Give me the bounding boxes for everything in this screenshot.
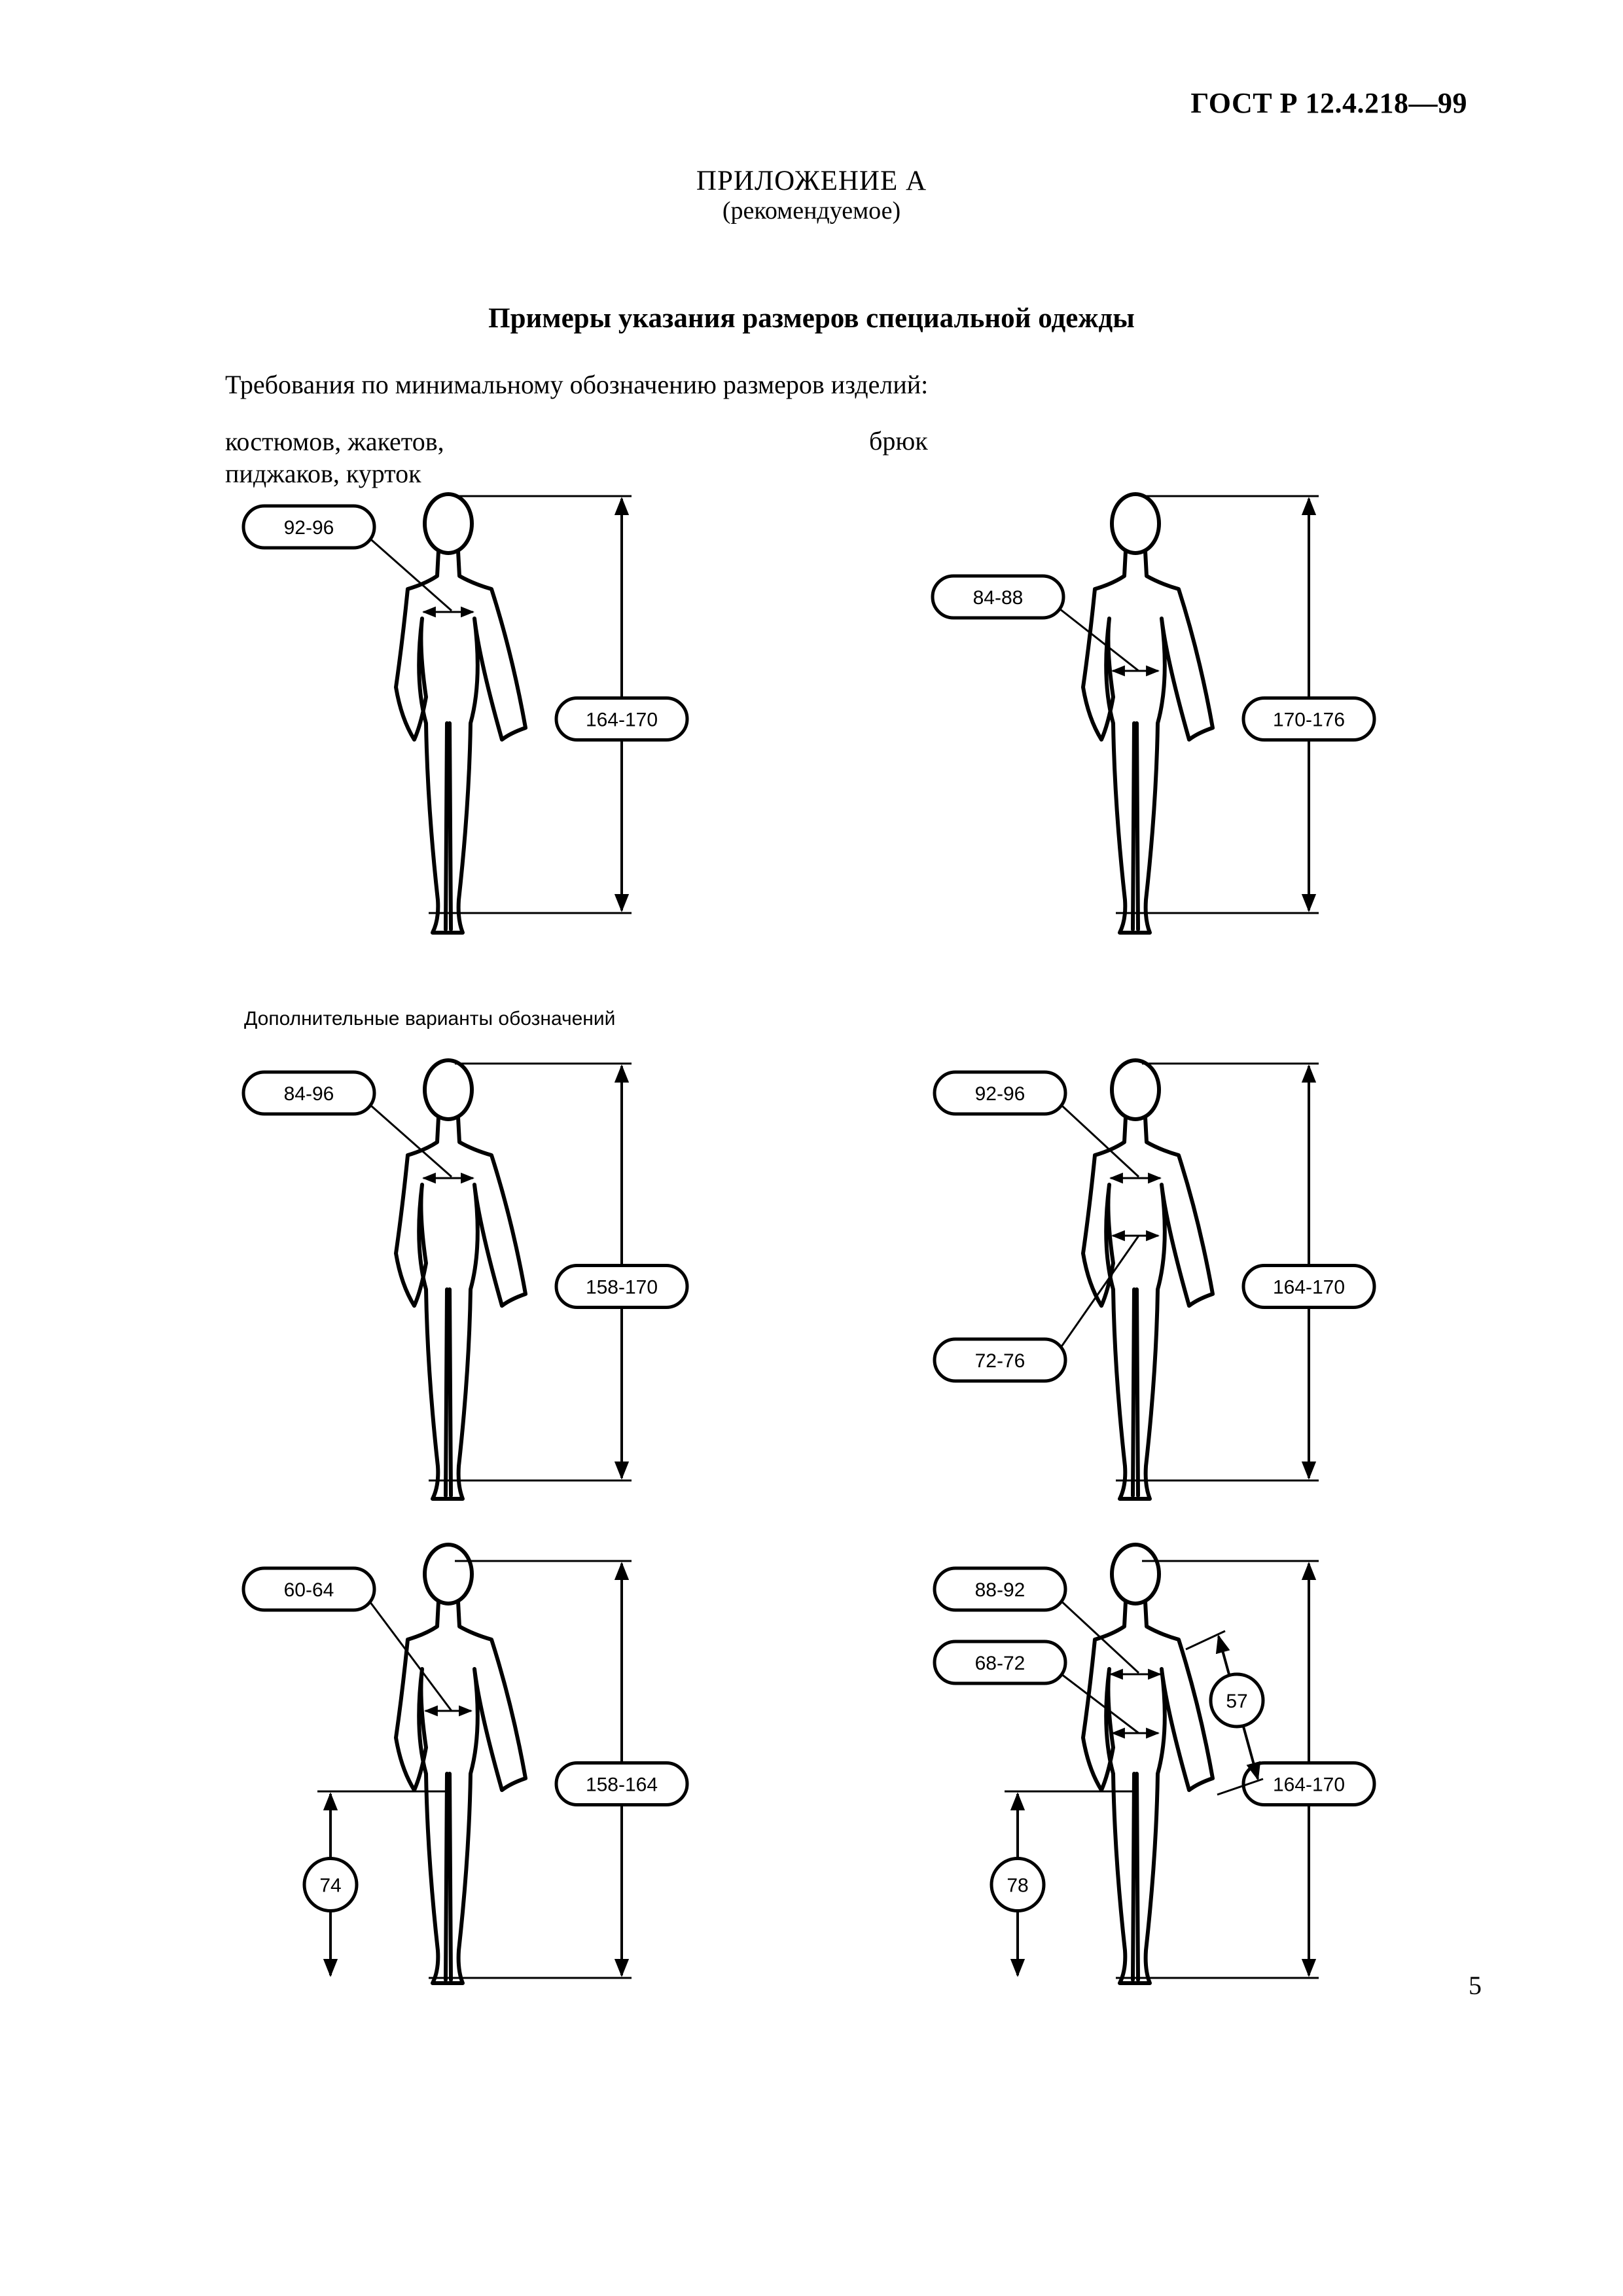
category-trousers: брюк [869, 426, 928, 456]
waist-label: 68-72 [974, 1653, 1026, 1674]
appendix-subtitle: (рекомендуемое) [722, 197, 901, 224]
human-silhouette [396, 1545, 526, 1983]
waist-leader [1059, 1236, 1139, 1350]
category-jackets-line2: пиджаков, курток [225, 459, 421, 488]
waist-label: 60-64 [283, 1579, 334, 1601]
section-title: Примеры указания размеров специальной одежды [488, 303, 1135, 334]
standard-code: ГОСТ Р 12.4.218—99 [1190, 87, 1467, 119]
human-silhouette [396, 494, 526, 933]
size-figure-variant-full [935, 1545, 1374, 1983]
page-number: 5 [1469, 1971, 1482, 2000]
size-figure-variant-chest-range [243, 1060, 687, 1499]
waist-label: 72-76 [974, 1350, 1026, 1372]
chest-label: 92-96 [974, 1083, 1026, 1105]
size-figure-variant-chest-waist [935, 1060, 1374, 1499]
sleeve-label: 57 [1226, 1691, 1248, 1712]
intro-text: Требования по минимальному обозначению размеров изделий: [225, 370, 929, 399]
appendix-title: ПРИЛОЖЕНИЕ А [696, 166, 927, 196]
height-label: 158-170 [585, 1276, 658, 1299]
inseam-label: 78 [1007, 1874, 1029, 1897]
waist-leader [1059, 1672, 1139, 1733]
inseam-label: 74 [319, 1874, 342, 1897]
human-silhouette [1083, 494, 1213, 933]
size-figure-variant-waist-inseam [243, 1545, 687, 1983]
waist-leader [1057, 607, 1139, 671]
chest-leader [1059, 1103, 1139, 1177]
size-figure-trousers-main [933, 494, 1374, 933]
category-jackets-line1: костюмов, жакетов, [225, 427, 444, 456]
human-silhouette [1083, 1060, 1213, 1499]
waist-label: 84-88 [972, 587, 1024, 609]
height-label: 164-170 [1272, 1774, 1346, 1796]
height-label: 164-170 [585, 709, 658, 731]
figures-group [243, 494, 1374, 1983]
size-figure-jacket-main [243, 494, 687, 933]
human-silhouette [396, 1060, 526, 1499]
height-label: 164-170 [1272, 1276, 1346, 1299]
height-label: 170-176 [1272, 709, 1346, 731]
chest-label: 84-96 [283, 1083, 334, 1105]
height-label: 158-164 [585, 1774, 658, 1796]
chest-label: 88-92 [974, 1579, 1026, 1601]
additional-variants-label: Дополнительные варианты обозначений [244, 1008, 616, 1030]
chest-label: 92-96 [283, 517, 334, 539]
human-silhouette [1083, 1545, 1213, 1983]
